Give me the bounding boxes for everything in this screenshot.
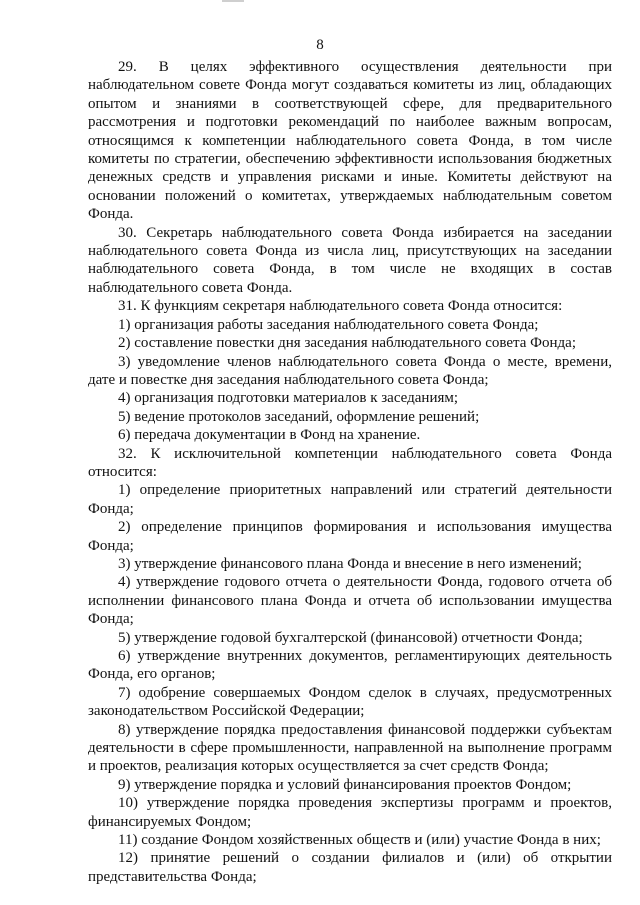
list-item: 11) создание Фондом хозяйственных обществ и (или) участие Фонда в них; bbox=[118, 832, 601, 849]
document-body bbox=[88, 58, 612, 886]
list-item: 3) утверждение финансового плана Фонда и внесение в него изменений; bbox=[118, 555, 582, 572]
list-item: 12) принятие решений о создании филиалов и (или) об открытии представительства Фонда; bbox=[88, 850, 612, 885]
list-item: 1) организация работы заседания наблюдательного совета Фонда; bbox=[118, 316, 539, 333]
list-item: 6) утверждение внутренних документов, регламентирующих деятельность Фонда, его органов; bbox=[88, 648, 612, 683]
list-item: 7) одобрение совершаемых Фондом сделок в случаях, предусмотренных законодательством Российской Федерации; bbox=[88, 684, 612, 720]
list-item: 8) утверждение порядка предоставления финансовой поддержки субъектам деятельности в сфере промышленности, направленной на выполнение программ и проектов, реализация которых осуществляется за счет средств Фонда; bbox=[88, 721, 612, 775]
list-item: 9) утверждение порядка и условий финансирования проектов Фондом; bbox=[118, 776, 572, 793]
list-item: 5) утверждение годовой бухгалтерской (финансовой) отчетности Фонда; bbox=[118, 629, 583, 646]
list-item: 10) утверждение порядка проведения экспертизы программ и проектов, финансируемых Фондом; bbox=[88, 795, 612, 830]
list-item: 1) определение приоритетных направлений или стратегий деятельности Фонда; bbox=[88, 482, 612, 517]
list-item: 4) организация подготовки материалов к заседаниям; bbox=[118, 390, 459, 407]
list-item: 2) составление повестки дня заседания наблюдательного совета Фонда; bbox=[118, 335, 576, 352]
list-item: 5) ведение протоколов заседаний, оформление решений; bbox=[118, 408, 480, 425]
paragraph-29: 29. В целях эффективного осуществления деятельности при наблюдательном совете Фонда могут создаваться комитеты из лиц, обладающих опытом и знаниями в соответствующей сфере, для предварительного рассмотрения и подготовки рекомендаций по наиболее важным вопросам, относящимся к компетенции наблюдательного совета Фонда, в том числе комитеты по стратегии, обеспечению эффективности использования бюджетных денежных средств и управления рисками и иные. Комитеты действуют на основании положений о комитетах, утверждаемых наблюдательным советом Фонда. bbox=[88, 59, 612, 223]
list-item: 4) утверждение годового отчета о деятельности Фонда, годового отчета об исполнении финансового плана Фонда и отчета об использовании имущества Фонда; bbox=[88, 574, 612, 628]
paragraph-31: 31. К функциям секретаря наблюдательного совета Фонда относится: bbox=[118, 298, 563, 315]
paragraph-30: 30. Секретарь наблюдательного совета Фонда избирается на заседании наблюдательного совета Фонда из числа лиц, присутствующих на заседании наблюдательного совета Фонда, в том числе не входящих в состав наблюдательного совета Фонда. bbox=[88, 224, 612, 296]
paragraph-32: 32. К исключительной компетенции наблюдательного совета Фонда относится: bbox=[88, 445, 612, 480]
list-item: 2) определение принципов формирования и использования имущества Фонда; bbox=[88, 519, 612, 554]
page-number: 8 bbox=[316, 37, 324, 53]
list-item: 3) уведомление членов наблюдательного совета Фонда о месте, времени, дате и повестке дня заседания наблюдательного совета Фонда; bbox=[88, 353, 612, 388]
scan-mark bbox=[222, 0, 244, 2]
list-item: 6) передача документации в Фонд на хранение. bbox=[118, 427, 421, 444]
